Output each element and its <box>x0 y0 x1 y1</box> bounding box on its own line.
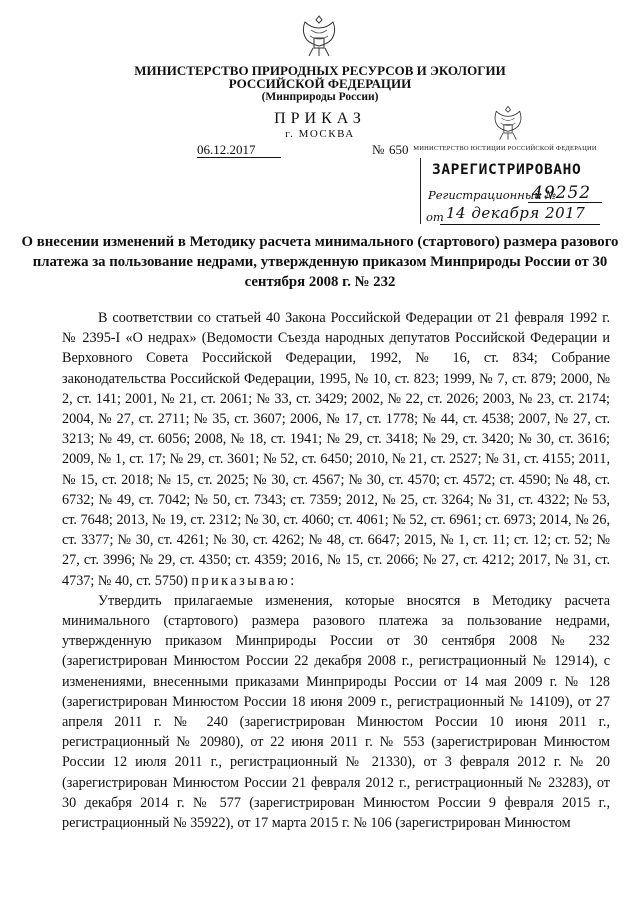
double-headed-eagle-icon <box>489 103 527 143</box>
double-headed-eagle-icon <box>297 12 341 60</box>
body-paragraph-1 <box>62 308 610 591</box>
stamp-ministry-name: МИНИСТЕРСТВО ЮСТИЦИИ РОССИЙСКОЙ ФЕДЕРАЦИИ <box>413 145 597 152</box>
body-paragraph-2: Утвердить прилагаемые изменения, которые вносятся в Методику расчета минимального (стартового) размера разового платежа за пользование недрами, утвержденную приказом Минприроды России от 30 сентября 2008 № 232 (зарегистрирован Минюстом России 22 декабря 2008 г., регистрационный № 12914), с изменениями, внесенными приказами Минприроды России от 14 мая 2009 г. № 128 (зарегистрирован Минюстом России 18 июня 2009 г., регистрационный № 14109), от 27 апреля 2011 г. № 240 (зарегистрирован Минюстом России 10 июня 2011 г., регистрационный № 20980), от 22 июня 2011 г. № 553 (зарегистрирован Минюстом России 12 июля 2011 г., регистрационный № 21330), от 3 февраля 2012 г. № 20 (зарегистрирован Минюстом России 21 февраля 2012 г., регистрационный № 23283), от 30 декабря 2014 г. № 577 (зарегистрирован Минюстом России 9 февраля 2015 г., регистрационный № 35922), от 17 марта 2015 г. № 106 (зарегистрирован Минюстом <box>62 592 610 832</box>
coat-of-arms-emblem <box>297 12 341 60</box>
stamp-emblem-icon <box>489 103 527 143</box>
document-body <box>62 308 610 833</box>
registration-date-underline <box>440 224 600 225</box>
registration-number-underline <box>528 202 602 203</box>
ministry-short-name: (Минприроды России) <box>261 91 379 103</box>
stamp-date-prefix: от <box>426 210 444 224</box>
document-city: г. МОСКВА <box>285 128 355 140</box>
handwritten-registration-number: 49252 <box>532 183 592 203</box>
stamp-number-label: Регистрационный № <box>428 188 557 202</box>
ministry-name-line2: РОССИЙСКОЙ ФЕДЕРАЦИИ <box>228 76 412 91</box>
order-word: приказываю: <box>191 572 297 589</box>
stamp-status: ЗАРЕГИСТРИРОВАНО <box>432 162 582 178</box>
number-sign: № <box>372 142 385 157</box>
document-number: 650 <box>389 142 409 157</box>
document-type: ПРИКАЗ <box>274 110 366 127</box>
document-date: 06.12.2017 <box>197 142 281 158</box>
paragraph-1-text: В соответствии со статьей 40 Закона Российской Федерации от 21 февраля 1992 г. № 2395-I «О недрах» (Ведомости Съезда народных депутатов Российской Федерации и Верховного Совета Российской Федерации, 1992, № 16, ст. 834; Собрание законодательства Российской Федерации, 1995, № 10, ст. 823; 1999, № 7, ст. 879; 2000, № 2, ст. 141; 2001, № 21, ст. 2061; № 33, ст. 3429; 2002, № 22, ст. 2026; 2003, № 23, ст. 2174; 2004, № 27, ст. 2711; № 35, ст. 3607; 2006, № 17, ст. 1778; № 44, ст. 4538; 2007, № 27, ст. 3213; № 49, ст. 6056; 2008, № 18, ст. 1941; № 29, ст. 3418; № 29, ст. 3420; № 30, ст. 3616; 2009, № 1, ст. 17; № 29, ст. 3601; № 52, ст. 6450; 2010, № 21, ст. 2527; № 31, ст. 4155; 2011, № 15, ст. 2018; № 15, ст. 2025; № 30, ст. 4567; № 30, ст. 4570; ст. 4572; ст. 4590; № 48, ст. 6732; № 49, ст. 7042; № 50, ст. 7343; ст. 7359; 2012, № 25, ст. 3264; № 31, ст. 4322; № 53, ст. 7648; 2013, № 19, ст. 2312; № 30, ст. 4060; ст. 4061; № 52, ст. 6961; ст. 6973; 2014, № 26, ст. 3377; № 30, ст. 4261; № 30, ст. 4262; № 48, ст. 6647; 2015, № 1, ст. 11; ст. 12; ст. 52; № 27, ст. 3996; № 29, ст. 4350; ст. 4359; 2016, № 15, ст. 2066; № 27, ст. 4212; 2017, № 31, ст. 4737; № 40, ст. 5750) <box>62 310 610 589</box>
handwritten-registration-date: 14 декабря 2017 <box>446 204 586 222</box>
document-title: О внесении изменений в Методику расчета минимального (стартового) размера разового платежа за пользование недрами, утвержденную приказом Минприроды России от 30 сентября 2008 г. № 232 <box>21 234 619 290</box>
ministry-name-line1: МИНИСТЕРСТВО ПРИРОДНЫХ РЕСУРСОВ И ЭКОЛОГИИ <box>134 63 506 78</box>
